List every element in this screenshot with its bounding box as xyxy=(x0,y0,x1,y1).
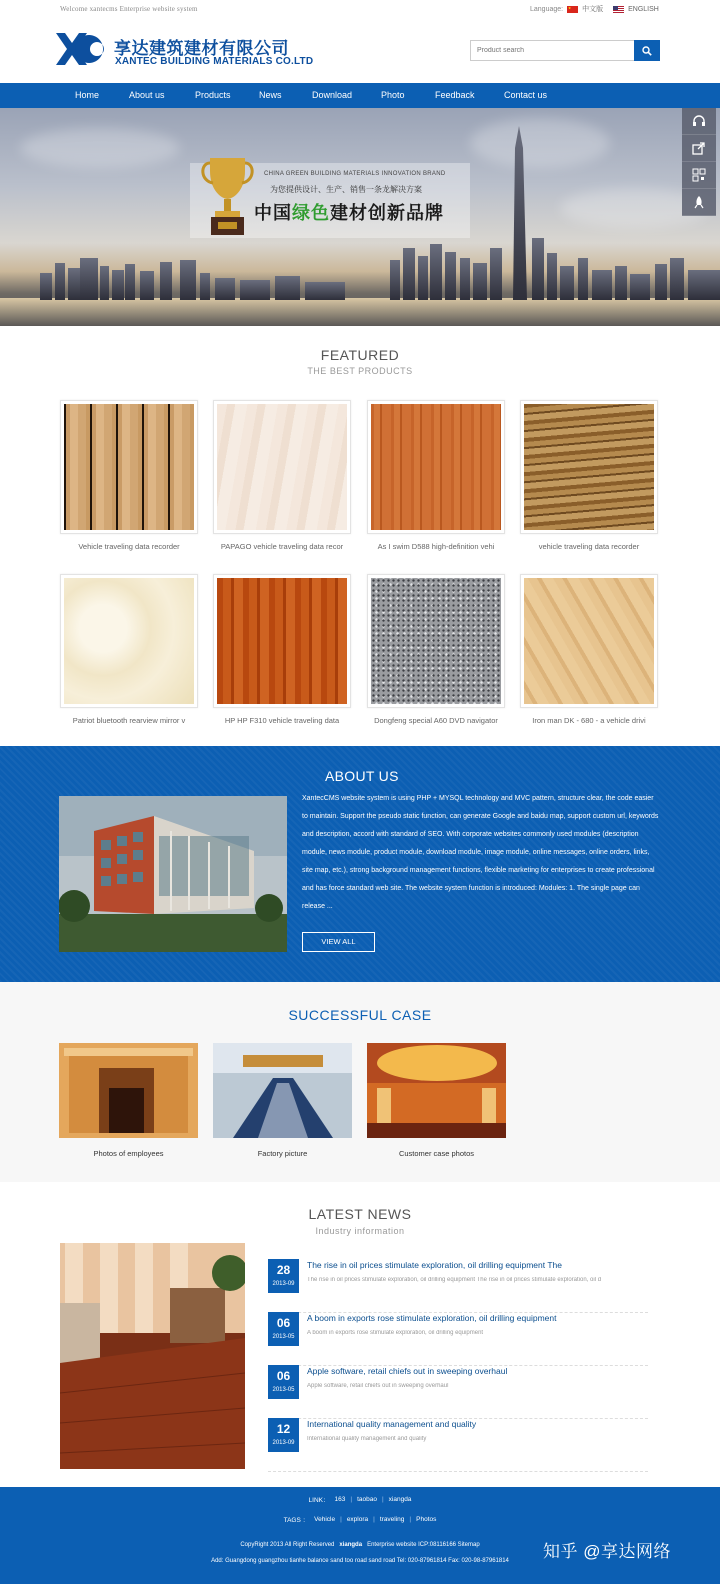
welcome-text: Welcome xantecms Enterprise website system xyxy=(60,5,198,13)
nav-item-feedback[interactable]: Feedback xyxy=(435,90,475,100)
search-box xyxy=(470,40,660,61)
product-card[interactable] xyxy=(367,400,505,551)
product-image-cream[interactable] xyxy=(217,404,347,530)
case-caption[interactable]: Photos of employees xyxy=(93,1149,164,1158)
product-image-cherry[interactable] xyxy=(217,578,347,704)
footer-tag[interactable]: traveling xyxy=(379,1516,405,1523)
interior-floor-image[interactable] xyxy=(60,1243,245,1469)
share-icon[interactable] xyxy=(682,135,716,162)
banner-tagline-cn: 为您提供设计、生产、销售一条龙解决方案 xyxy=(270,185,422,194)
news-item[interactable] xyxy=(268,1259,648,1313)
footer-link[interactable]: xiangda xyxy=(388,1496,412,1503)
china-flag-icon xyxy=(567,6,578,13)
us-flag-icon xyxy=(613,6,624,13)
about-title: ABOUT US xyxy=(325,768,399,784)
product-caption[interactable]: Patriot bluetooth rearview mirror v xyxy=(72,716,186,725)
news-date-badge: 06 2013-05 xyxy=(268,1365,299,1399)
nav-item-photo[interactable]: Photo xyxy=(381,90,405,100)
cases-title: SUCCESSFUL CASE xyxy=(288,1007,432,1023)
link-label: LINK： xyxy=(308,1497,330,1504)
hero-banner[interactable] xyxy=(0,108,720,326)
news-title-link[interactable]: Apple software, retail chiefs out in sweeping overhaul xyxy=(307,1366,508,1376)
product-image-marble[interactable] xyxy=(64,578,194,704)
lang-cn-link[interactable]: 中文版 xyxy=(582,6,604,13)
product-image-travertine[interactable] xyxy=(524,404,654,530)
news-title-link[interactable]: A boom in exports rose stimulate exploration, oil drilling equipment xyxy=(307,1313,557,1323)
product-card[interactable] xyxy=(213,400,351,551)
office-building-image[interactable] xyxy=(59,796,287,952)
product-caption[interactable]: Dongfeng special A60 DVD navigator xyxy=(374,716,498,725)
footer xyxy=(0,1487,720,1584)
product-caption[interactable]: As I swim D588 high-definition vehi xyxy=(377,542,495,551)
company-name-cn: 享达建筑建材有限公司 xyxy=(114,39,289,58)
news-item[interactable] xyxy=(268,1365,648,1419)
product-caption[interactable]: Iron man DK - 680 - a vehicle drivi xyxy=(532,716,646,725)
nav-item-products[interactable]: Products xyxy=(195,90,231,100)
product-caption[interactable]: Vehicle traveling data recorder xyxy=(78,542,180,551)
nav-item-about[interactable]: About us xyxy=(129,90,165,100)
search-button[interactable] xyxy=(634,40,660,61)
case-card[interactable] xyxy=(213,1043,352,1158)
nav-item-home[interactable]: Home xyxy=(75,90,100,100)
zhihu-watermark: 知乎 @享达网络 xyxy=(543,1542,671,1561)
about-section xyxy=(0,746,720,982)
product-card[interactable] xyxy=(520,400,658,551)
case-card[interactable] xyxy=(59,1043,198,1158)
product-caption[interactable]: PAPAGO vehicle traveling data recor xyxy=(220,542,344,551)
product-card[interactable] xyxy=(60,400,198,551)
main-nav xyxy=(0,83,720,108)
news-item[interactable] xyxy=(268,1312,648,1366)
banner-headline: 中国绿色建材创新品牌 xyxy=(254,203,444,223)
case-image-customer[interactable] xyxy=(367,1043,506,1138)
company-name-en: XANTEC BUILDING MATERIALS CO.LTD xyxy=(115,56,314,67)
top-bar xyxy=(0,0,720,18)
news-excerpt: The rise in oil prices stimulate exploration, oil drilling equipment The rise in oil prices stimulate exploration, oil d xyxy=(307,1277,602,1283)
qrcode-icon[interactable] xyxy=(682,162,716,189)
featured-subtitle: THE BEST PRODUCTS xyxy=(307,366,413,376)
footer-tag[interactable]: Photos xyxy=(416,1516,437,1523)
footer-tag[interactable]: Vehicle xyxy=(314,1516,336,1523)
product-card[interactable] xyxy=(520,574,658,725)
about-description: XantecCMS website system is using PHP + MYSQL technology and MVC pattern, structure clear, the code easier to maintain. Support the pseudo static function, can generate Google and baidu map, support custom url, keywords and description, accord with standard of SEO. With corporate websites commonly used modules (description module, news module, product module, download module, image module, online messages, online orders, links, site map, etc.), strong background management functions, flexible marketing for enterprises to create professional and has force standard web site. The website system function is introduced: Modules: 1. The single page can release ... xyxy=(302,795,659,910)
product-caption[interactable]: HP HP F310 vehicle traveling data xyxy=(224,716,340,725)
footer-link[interactable]: taobao xyxy=(357,1496,377,1503)
tags-label: TAGS ： xyxy=(283,1517,310,1524)
case-caption[interactable]: Customer case photos xyxy=(398,1149,475,1158)
news-title-link[interactable]: The rise in oil prices stimulate exploration, oil drilling equipment The xyxy=(307,1260,562,1270)
news-excerpt: A boom in exports rose stimulate exploration, oil drilling equipment xyxy=(307,1330,484,1336)
news-excerpt: Apple software, retail chiefs out in sweeping overhaul xyxy=(307,1383,449,1389)
case-caption[interactable]: Factory picture xyxy=(257,1149,308,1158)
product-card[interactable] xyxy=(60,574,198,725)
footer-tag[interactable]: explora xyxy=(346,1516,369,1523)
language-label: Language: xyxy=(530,5,564,13)
news-title-link[interactable]: International quality management and quality xyxy=(307,1419,477,1429)
nav-item-news[interactable]: News xyxy=(259,90,282,100)
product-caption[interactable]: vehicle traveling data recorder xyxy=(538,542,640,551)
footer-tags: TAGS ： Vehicle | explora | traveling | Photos xyxy=(283,1516,437,1524)
trophy-icon xyxy=(200,153,255,238)
product-image-maple[interactable] xyxy=(524,578,654,704)
product-card[interactable] xyxy=(367,574,505,725)
product-card[interactable] xyxy=(213,574,351,725)
news-subtitle: Industry information xyxy=(315,1226,405,1236)
nav-item-contact[interactable]: Contact us xyxy=(504,90,548,100)
search-icon xyxy=(642,46,652,56)
banner-tagline-en: CHINA GREEN BUILDING MATERIALS INNOVATION BRAND xyxy=(264,171,446,177)
news-title: LATEST NEWS xyxy=(308,1206,412,1222)
search-input[interactable] xyxy=(470,40,634,61)
nav-item-download[interactable]: Download xyxy=(312,90,353,100)
headset-icon[interactable] xyxy=(682,108,716,135)
footer-link[interactable]: 163 xyxy=(334,1496,346,1503)
news-date-badge: 12 2013-09 xyxy=(268,1418,299,1452)
news-date-badge: 28 2013-09 xyxy=(268,1259,299,1293)
product-image-plank[interactable] xyxy=(64,404,194,530)
view-all-button[interactable]: VIEW ALL xyxy=(302,932,375,952)
news-date-badge: 06 2013-05 xyxy=(268,1312,299,1346)
footer-address: Add: Guangdong guangzhou tianhe balance sand too road sand road Tel: 020-87961814 Fax: 020-98-87961814 xyxy=(211,1558,509,1564)
case-card[interactable] xyxy=(367,1043,506,1158)
footer-copyright: CopyRight 2013 All Right Reserved xiangda Enterprise website ICP:08116166 Sitemap xyxy=(240,1542,480,1548)
news-item[interactable] xyxy=(268,1418,648,1472)
featured-title: FEATURED xyxy=(320,347,400,363)
footer-links: LINK： 163 | taobao | xiangda xyxy=(308,1496,412,1504)
rocket-icon[interactable] xyxy=(682,189,716,216)
side-toolbar xyxy=(682,108,716,216)
news-excerpt: International quality management and quality xyxy=(307,1436,427,1442)
xantec-logo-icon[interactable] xyxy=(56,33,106,65)
product-image-granite[interactable] xyxy=(371,578,501,704)
case-image-employees[interactable] xyxy=(59,1043,198,1138)
language-switcher xyxy=(530,4,659,14)
case-image-factory[interactable] xyxy=(213,1043,352,1138)
product-image-oak[interactable] xyxy=(371,404,501,530)
lang-en-link[interactable]: ENGLISH xyxy=(628,5,659,13)
